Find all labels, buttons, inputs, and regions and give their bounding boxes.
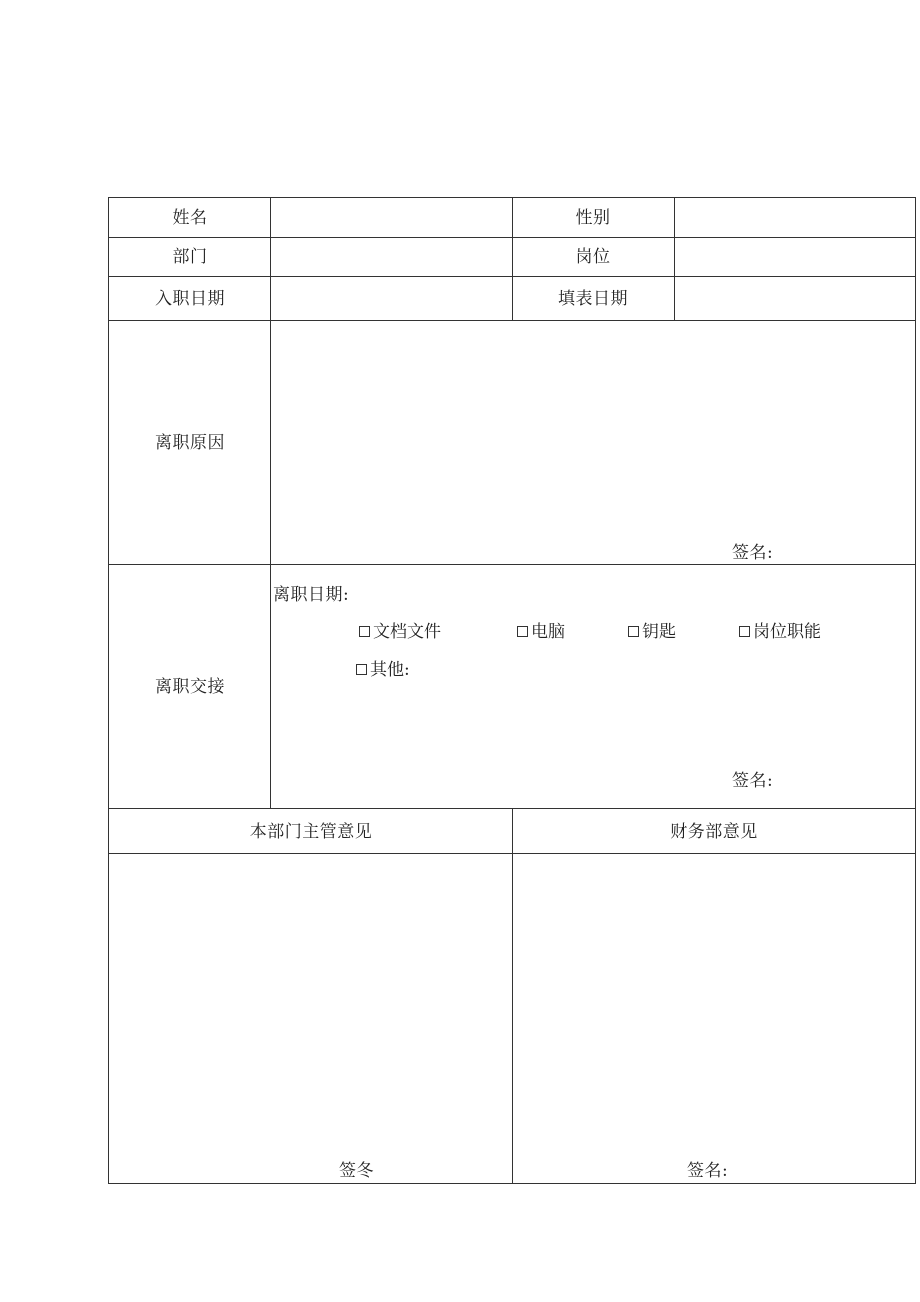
resignation-date-label: 离职日期:: [273, 585, 350, 605]
reason-signature-label: 签名:: [732, 543, 774, 563]
resignation-form: [108, 197, 916, 1184]
checkbox-keys[interactable]: [628, 622, 676, 642]
finance-signature-label: 签名:: [687, 1161, 729, 1181]
column-divider: [512, 198, 513, 320]
gender-field[interactable]: [675, 198, 915, 237]
handover-signature-label: 签名:: [732, 771, 774, 791]
position-label: 岗位: [575, 247, 611, 267]
department-label: 部门: [172, 247, 208, 267]
hire-date-label: 入职日期: [155, 289, 225, 309]
checkbox-computer-label: 电脑: [531, 622, 565, 642]
row-divider: [109, 564, 915, 565]
checkbox-box-icon: [359, 626, 370, 637]
finance-opinion-header: 财务部意见: [670, 822, 758, 842]
checkbox-documents[interactable]: [359, 622, 441, 642]
position-field[interactable]: [675, 238, 915, 276]
checkbox-other-label: 其他:: [370, 660, 410, 680]
dept-opinion-field[interactable]: [109, 854, 512, 1154]
dept-opinion-header: 本部门主管意见: [249, 822, 373, 842]
checkbox-job-duties[interactable]: [739, 622, 821, 642]
checkbox-job-duties-label: 岗位职能: [753, 622, 821, 642]
fill-date-field[interactable]: [675, 277, 915, 320]
name-label: 姓名: [172, 208, 208, 228]
checkbox-box-icon: [628, 626, 639, 637]
checkbox-documents-label: 文档文件: [373, 622, 441, 642]
name-field[interactable]: [271, 198, 512, 237]
checkbox-other[interactable]: [356, 660, 410, 680]
finance-opinion-field[interactable]: [513, 854, 915, 1154]
checkbox-box-icon: [517, 626, 528, 637]
checkbox-keys-label: 钥匙: [642, 622, 676, 642]
gender-label: 性别: [575, 208, 611, 228]
dept-signature-label: 签冬: [339, 1161, 374, 1181]
handover-label: 离职交接: [155, 677, 225, 697]
hire-date-field[interactable]: [271, 277, 512, 320]
resignation-reason-field[interactable]: [271, 321, 915, 541]
checkbox-box-icon: [356, 664, 367, 675]
department-field[interactable]: [271, 238, 512, 276]
checkbox-box-icon: [739, 626, 750, 637]
checkbox-computer[interactable]: [517, 622, 565, 642]
fill-date-label: 填表日期: [558, 289, 628, 309]
resignation-reason-label: 离职原因: [155, 433, 225, 453]
